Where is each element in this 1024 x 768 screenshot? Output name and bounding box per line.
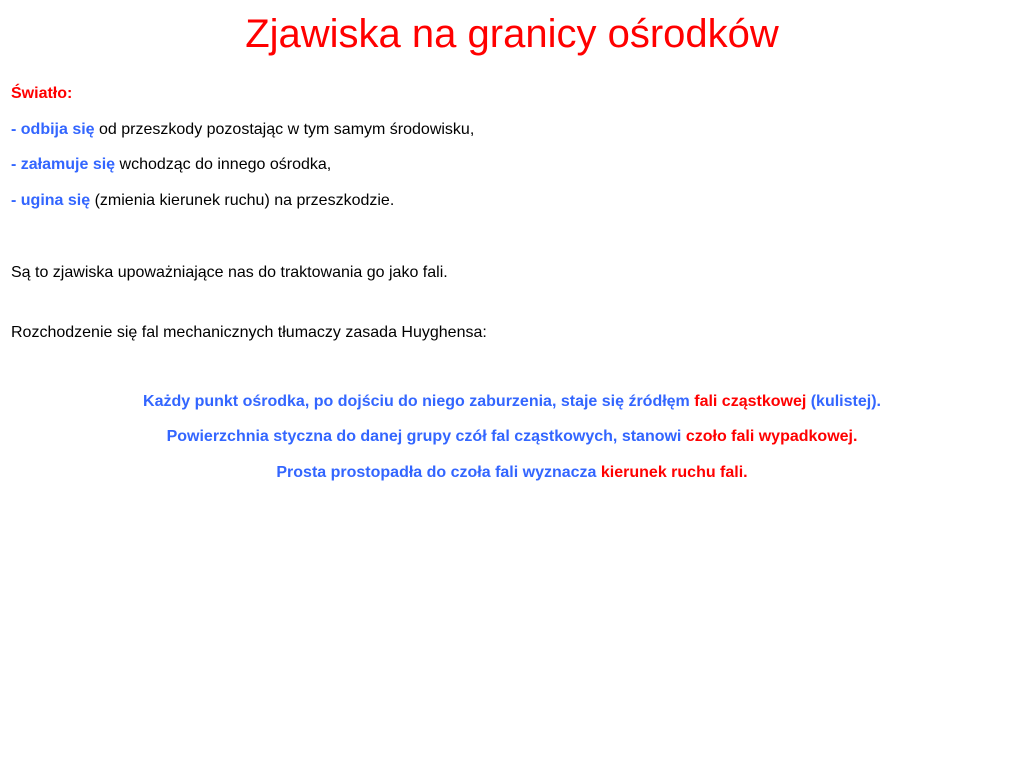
phenomenon-description: od przeszkody pozostając w tym samym środowisku, <box>94 121 475 138</box>
phenomenon-reflection <box>11 120 474 140</box>
phenomenon-description: (zmienia kierunek ruchu) na przeszkodzie. <box>90 192 395 209</box>
statement-wave-nature: Są to zjawiska upoważniające nas do traktowania go jako fali. <box>11 264 448 281</box>
phenomenon-prefix: - <box>11 121 21 138</box>
principle-highlight: kierunek ruchu fali. <box>600 464 748 481</box>
principle-line-2 <box>0 427 1024 447</box>
phenomenon-prefix: - <box>11 192 21 209</box>
phenomenon-prefix: - <box>11 156 21 173</box>
principle-text: Każdy punkt ośrodka, po dojściu do niego zaburzenia, staje się źródłęm <box>143 393 695 410</box>
phenomenon-term: załamuje się <box>20 156 116 173</box>
phenomenon-diffraction <box>11 191 394 211</box>
phenomenon-description: wchodząc do innego ośrodka, <box>115 156 332 173</box>
phenomenon-term: ugina się <box>20 192 91 209</box>
principle-line-3 <box>0 463 1024 483</box>
principle-highlight: fali cząstkowej <box>694 393 807 410</box>
phenomenon-refraction <box>11 155 331 175</box>
page-title: Zjawiska na granicy ośrodków <box>245 12 779 56</box>
principle-text-end: (kulistej). <box>806 393 881 410</box>
statement-huygens: Rozchodzenie się fal mechanicznych tłumaczy zasada Huyghensa: <box>11 324 487 341</box>
principle-text: Powierzchnia styczna do danej grupy czół fal cząstkowych, stanowi <box>166 428 686 445</box>
phenomenon-term: odbija się <box>20 121 95 138</box>
light-heading: Światło: <box>11 85 73 102</box>
principle-line-1 <box>0 392 1024 412</box>
principle-highlight: czoło fali wypadkowej. <box>685 428 858 445</box>
principle-text: Prosta prostopadła do czoła fali wyznacza <box>276 464 601 481</box>
